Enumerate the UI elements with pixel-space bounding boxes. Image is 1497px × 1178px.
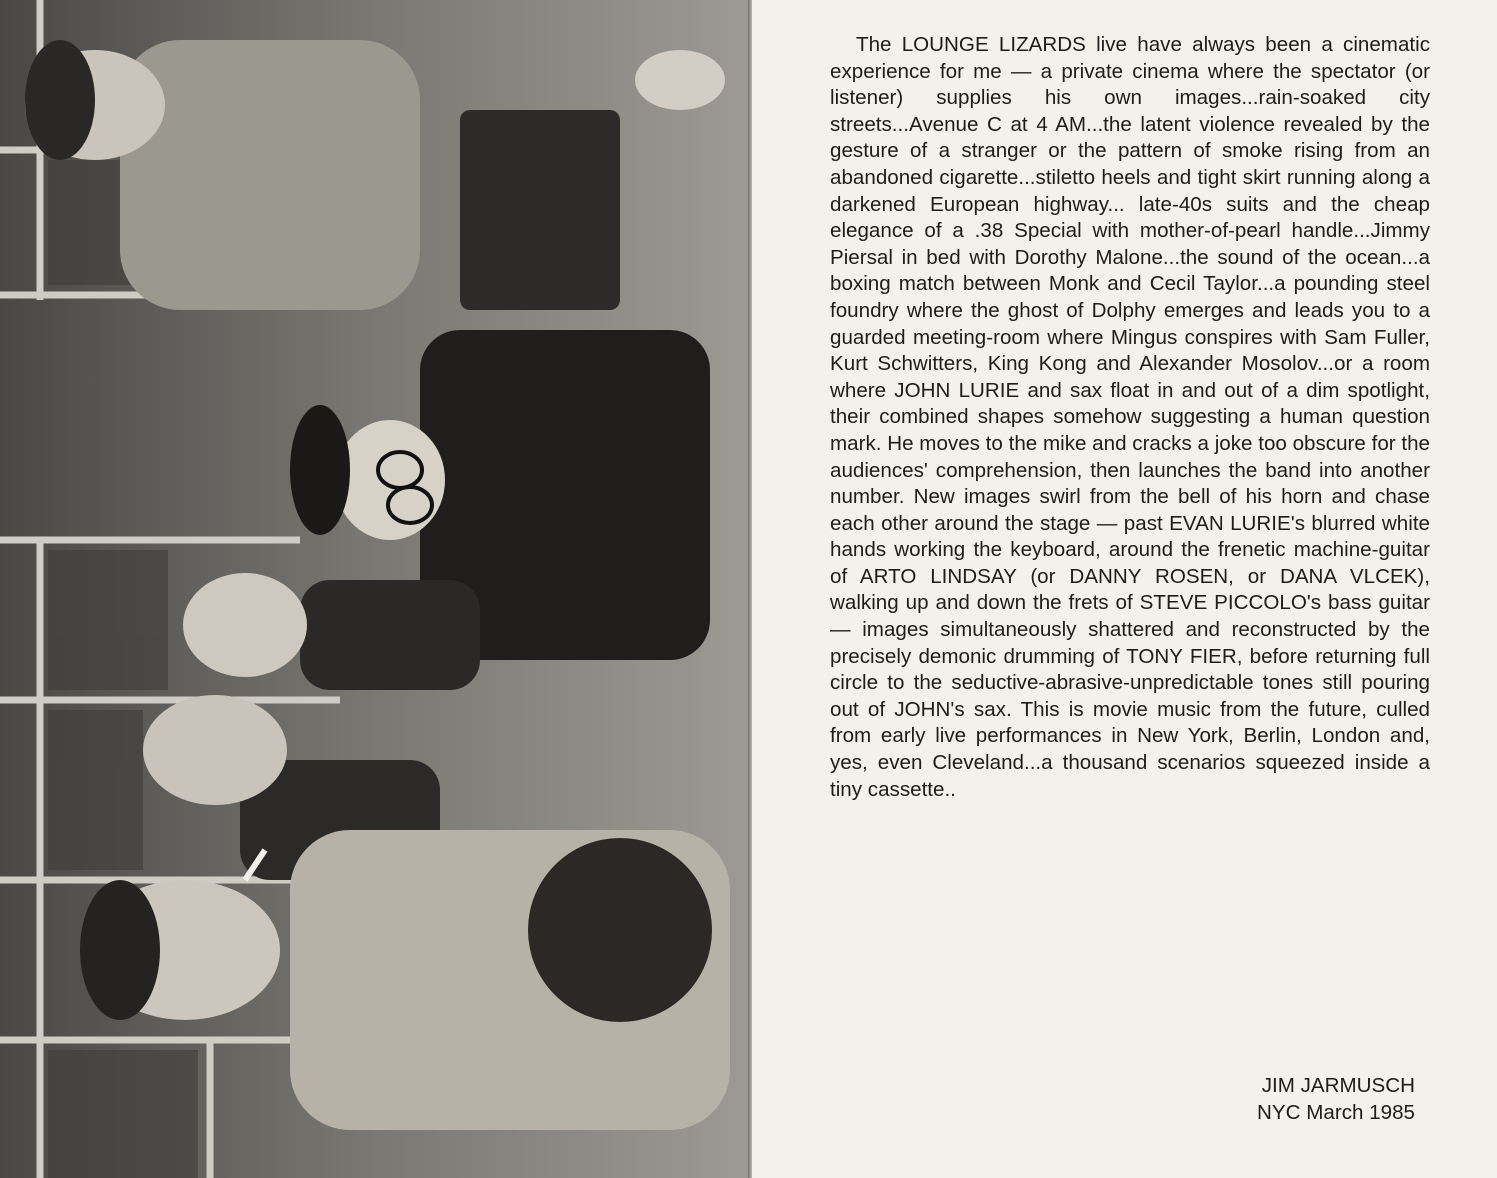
bowling-ball-icon bbox=[528, 838, 712, 1022]
signature-block bbox=[1257, 1072, 1415, 1126]
liner-notes-panel bbox=[752, 0, 1497, 1178]
place-date: NYC March 1985 bbox=[1257, 1101, 1415, 1124]
liner-notes-body: The LOUNGE LIZARDS live have always been a cinematic experience for me — a private cinema where the spectator (or listener) supplies his own images...rain-soaked city streets...Avenue C at 4 AM...the latent violence revealed by the gesture of a stranger or the pattern of smoke rising from an abandoned cigarette...stiletto heels and tight skirt running along a darkened European highway... late-40s suits and the cheap elegance of a .38 Special with mother-of-pearl handle...Jimmy Piersal in bed with Dorothy Malone...the sound of the ocean...a boxing match between Monk and Cecil Taylor...a pounding steel foundry where the ghost of Dolphy emerges and leads you to a guarded meeting-room where Mingus conspires with Sam Fuller, Kurt Schwitters, King Kong and Alexander Mosolov...or a room where JOHN LURIE and sax float in and out of a dim spotlight, their combined shapes somehow suggesting a human question mark. He moves to the mike and cracks a joke too obscure for the audiences' comprehension, then launches the band into another number. New images swirl from the bell of his horn and chase each other around the stage — past EVAN LURIE's blurred white hands working the keyboard, around the frenetic machine-guitar of ARTO LINDSAY (or DANNY ROSEN, or DANA VLCEK), walking up and down the frets of STEVE PICCOLO's bass guitar — images simultaneously shattered and reconstructed by the precisely demonic drumming of TONY FIER, before returning full circle to the seductive-abrasive-unpredictable tones still pouring out of JOHN's sax. This is movie music from the future, culled from early live performances in New York, Berlin, London and, yes, even Cleveland...a thousand scenarios squeezed inside a tiny cassette.. bbox=[830, 33, 1430, 801]
author-name: JIM JARMUSCH bbox=[1261, 1074, 1415, 1097]
band-member-3 bbox=[183, 573, 480, 690]
